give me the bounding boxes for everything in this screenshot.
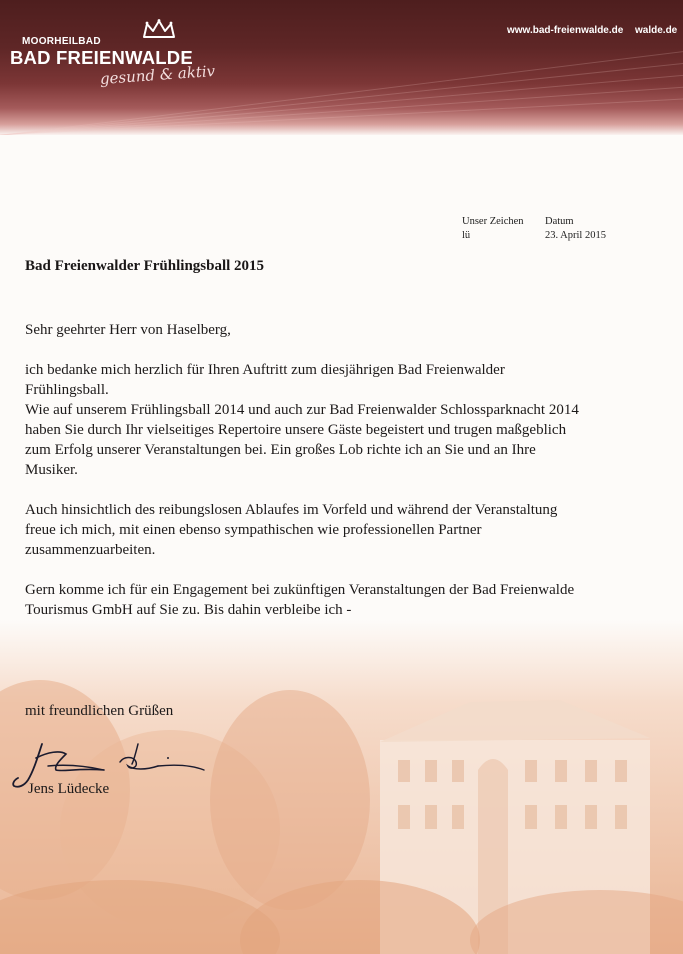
our-reference-label: Unser Zeichen	[462, 216, 524, 227]
paragraph-line: zusammenzuarbeiten.	[25, 542, 156, 558]
paragraph-line: Musiker.	[25, 462, 78, 478]
letter-subject: Bad Freienwalder Frühlingsball 2015	[25, 258, 265, 274]
paragraph-line: haben Sie durch Ihr vielseitiges Repertoire unsere Gäste begeistert und trugen maßgeblich	[25, 422, 567, 438]
website-link-fragment: walde.de	[635, 25, 678, 36]
logo-subtitle: MOORHEILBAD	[22, 36, 101, 47]
crown-logo-icon	[141, 18, 177, 40]
closing: mit freundlichen Grüßen	[25, 703, 174, 719]
paragraph-line: Tourismus GmbH auf Sie zu. Bis dahin verbleibe ich -	[25, 602, 352, 618]
date-label: Datum	[545, 216, 574, 227]
logo-tagline: gesund & aktiv	[99, 61, 216, 88]
letterhead-banner	[0, 0, 683, 135]
paragraph-line: freue ich mich, mit einen ebenso sympathischen wie professionellen Partner	[25, 522, 482, 538]
signer-name: Jens Lüdecke	[28, 781, 110, 797]
date-value: 23. April 2015	[545, 230, 606, 241]
paragraph-line: Frühlingsball.	[25, 382, 109, 398]
website-link[interactable]: www.bad-freienwalde.de	[507, 25, 624, 36]
paragraph-line: zum Erfolg unserer Veranstaltungen bei. Ein großes Lob richte ich an Sie und an Ihre	[25, 442, 536, 458]
paragraph-line: Auch hinsichtlich des reibungslosen Ablaufes im Vorfeld und während der Veranstaltung	[25, 502, 558, 518]
logo-title: BAD FREIENWALDE	[10, 47, 193, 68]
paragraph-line: Gern komme ich für ein Engagement bei zukünftigen Veranstaltungen der Bad Freienwalde	[25, 582, 575, 598]
paragraph-line: Wie auf unserem Frühlingsball 2014 und auch zur Bad Freienwalder Schlossparknacht 2014	[25, 402, 579, 418]
salutation: Sehr geehrter Herr von Haselberg,	[25, 322, 231, 338]
our-reference-value: lü	[462, 230, 471, 241]
paragraph-line: ich bedanke mich herzlich für Ihren Auftritt zum diesjährigen Bad Freienwalder	[25, 362, 505, 378]
